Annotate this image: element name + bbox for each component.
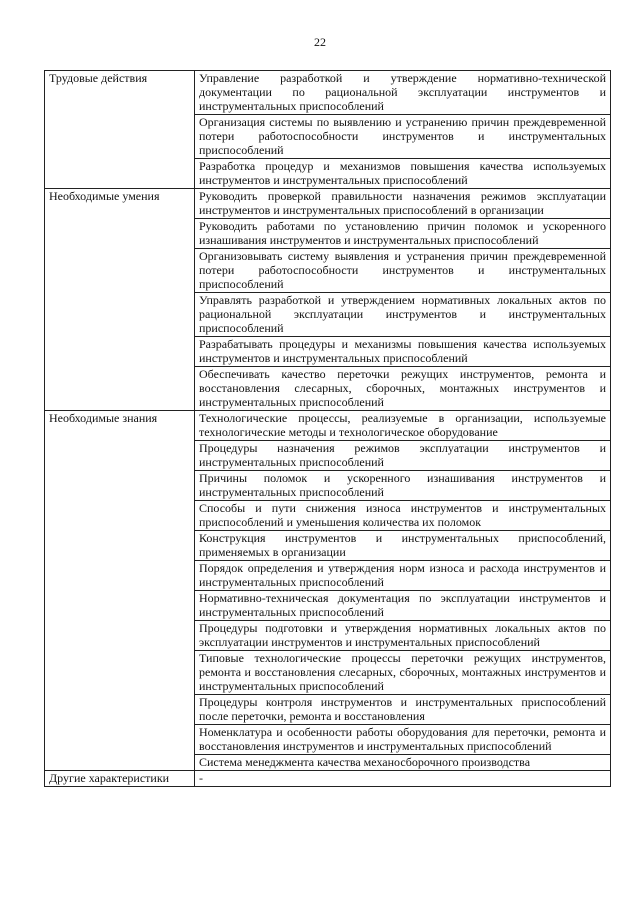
section-label: Необходимые знания <box>45 411 195 771</box>
section-item: Разработка процедур и механизмов повышения качества используемых инструментов и инструментальных приспособлений <box>195 159 611 189</box>
table-row <box>45 771 611 787</box>
section-item: Причины поломок и ускоренного изнашивания инструментов и инструментальных приспособлений <box>195 471 611 501</box>
section-item: Руководить проверкой правильности назначения режимов эксплуатации инструментов и инструментальных приспособлений в организации <box>195 189 611 219</box>
section-item: - <box>195 771 611 787</box>
page-number: 22 <box>314 35 326 49</box>
section-item: Конструкция инструментов и инструментальных приспособлений, применяемых в организации <box>195 531 611 561</box>
section-item: Номенклатура и особенности работы оборудования для переточки, ремонта и восстановления инструментов и инструментальных приспособлений <box>195 725 611 755</box>
section-item: Управлять разработкой и утверждением нормативных локальных актов по рациональной эксплуатации инструментов и инструментальных приспособлений <box>195 293 611 337</box>
section-label: Другие характеристики <box>45 771 195 787</box>
section-label: Необходимые умения <box>45 189 195 411</box>
section-label: Трудовые действия <box>45 71 195 189</box>
section-item: Процедуры подготовки и утверждения нормативных локальных актов по эксплуатации инструментов и инструментальных приспособлений <box>195 621 611 651</box>
section-item: Процедуры контроля инструментов и инструментальных приспособлений после переточки, ремонта и восстановления <box>195 695 611 725</box>
section-item: Разрабатывать процедуры и механизмы повышения качества используемых инструментов и инструментальных приспособлений <box>195 337 611 367</box>
table-row <box>45 189 611 219</box>
section-item: Управление разработкой и утверждение нормативно-технической документации по рациональной эксплуатации инструментов и инструментальных приспособлений <box>195 71 611 115</box>
section-item: Система менеджмента качества механосборочного производства <box>195 755 611 771</box>
section-item: Обеспечивать качество переточки режущих инструментов, ремонта и восстановления слесарных, сборочных, монтажных инструментов и инструментальных приспособлений <box>195 367 611 411</box>
section-item: Типовые технологические процессы переточки режущих инструментов, ремонта и восстановления слесарных, сборочных, монтажных инструментов и инструментальных приспособлений <box>195 651 611 695</box>
section-item: Руководить работами по установлению причин поломок и ускоренного изнашивания инструментов и инструментальных приспособлений <box>195 219 611 249</box>
table-row <box>45 71 611 115</box>
section-item: Организация системы по выявлению и устранению причин преждевременной потери работоспособности инструментов и инструментальных приспособлений <box>195 115 611 159</box>
qualification-table-body <box>45 71 611 787</box>
section-item: Технологические процессы, реализуемые в организации, используемые технологические методы и технологическое оборудование <box>195 411 611 441</box>
section-item: Нормативно-техническая документация по эксплуатации инструментов и инструментальных приспособлений <box>195 591 611 621</box>
section-item: Организовывать систему выявления и устранения причин преждевременной потери работоспособности инструментов и инструментальных приспособлений <box>195 249 611 293</box>
section-item: Порядок определения и утверждения норм износа и расхода инструментов и инструментальных приспособлений <box>195 561 611 591</box>
qualification-table <box>44 70 611 787</box>
section-item: Способы и пути снижения износа инструментов и инструментальных приспособлений и уменьшения количества их поломок <box>195 501 611 531</box>
section-item: Процедуры назначения режимов эксплуатации инструментов и инструментальных приспособлений <box>195 441 611 471</box>
table-row <box>45 411 611 441</box>
